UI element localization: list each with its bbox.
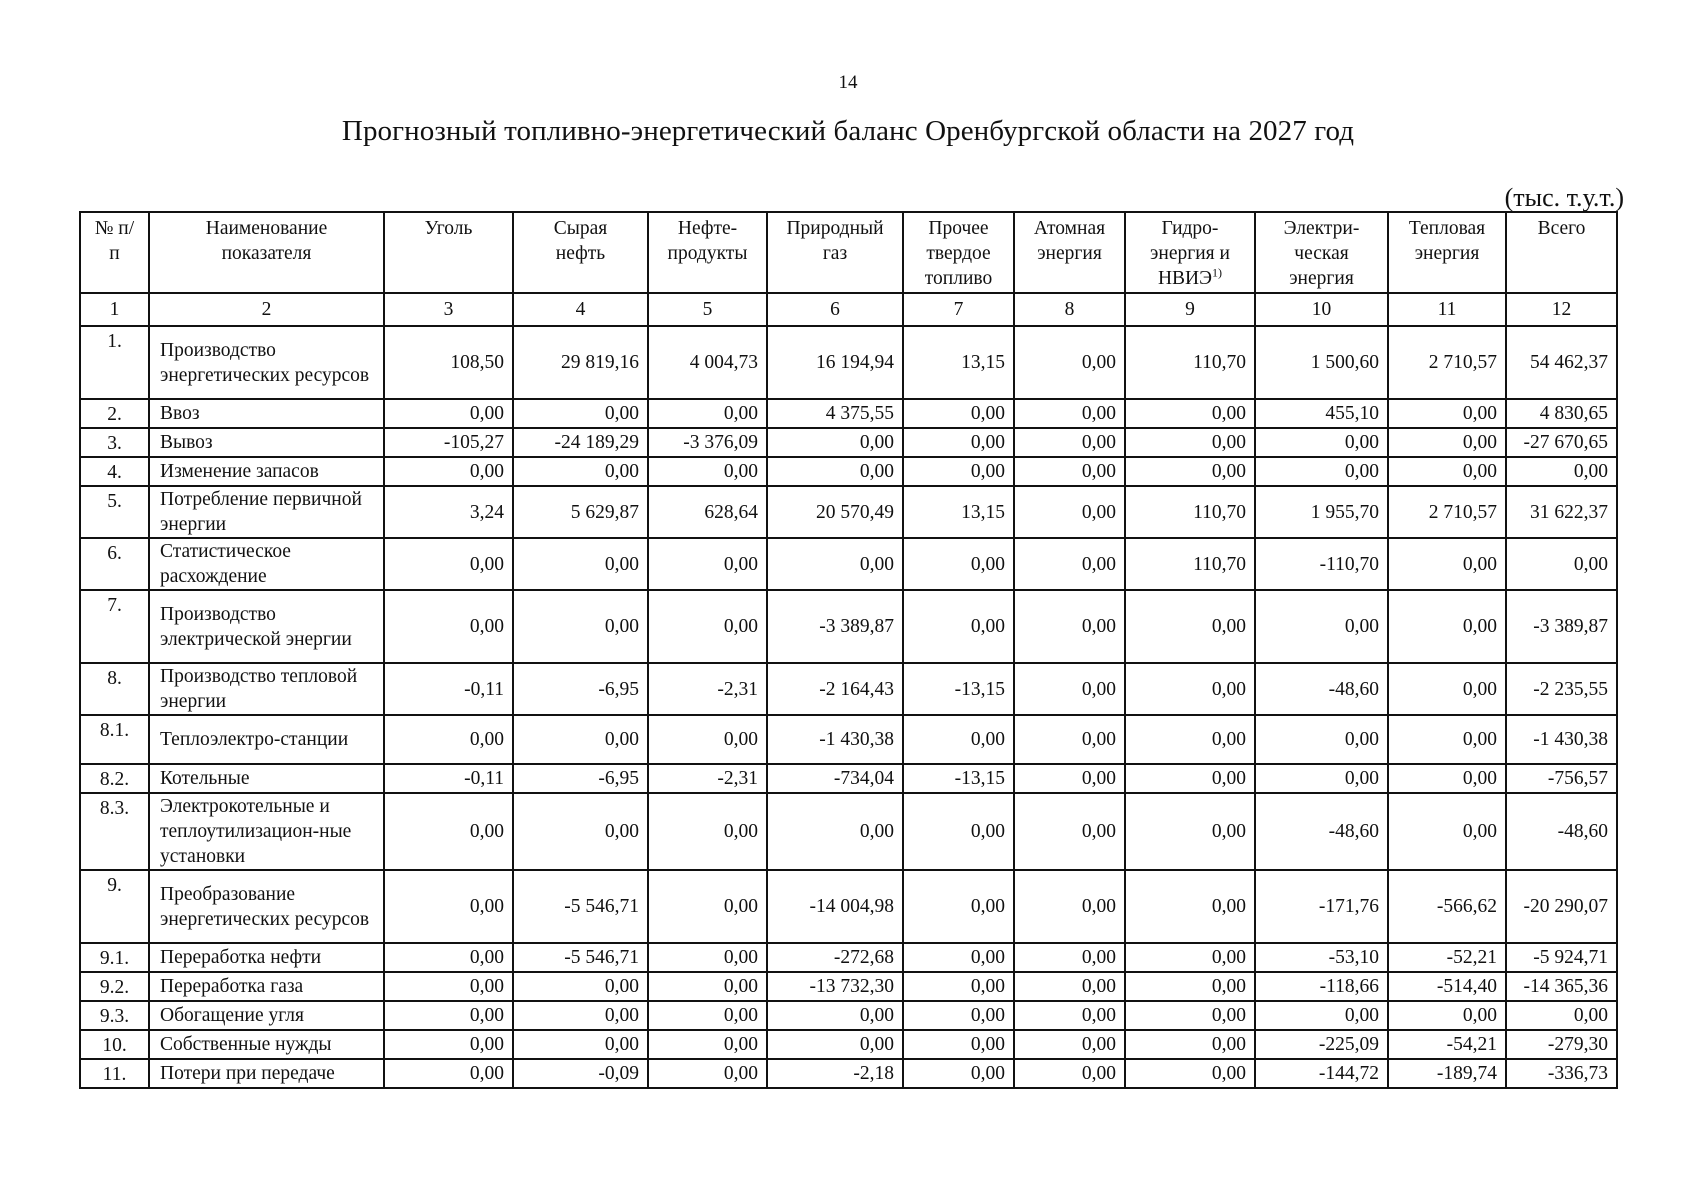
row-indicator-name: Производство электрической энергии [149,590,384,663]
row-number: 8.2. [80,764,149,793]
table-row [80,764,1617,793]
value-cell: 0,00 [1014,972,1125,1001]
value-cell: -48,60 [1506,793,1617,870]
value-cell: -756,57 [1506,764,1617,793]
value-cell: 0,00 [1388,1001,1506,1030]
value-cell: 0,00 [903,972,1014,1001]
table-row [80,715,1617,764]
row-number: 9.1. [80,943,149,972]
value-cell: -14 365,36 [1506,972,1617,1001]
row-number: 6. [80,538,149,590]
value-cell: 1 500,60 [1255,326,1388,399]
value-cell: -5 924,71 [1506,943,1617,972]
value-cell: 2 710,57 [1388,326,1506,399]
row-number: 8.3. [80,793,149,870]
row-indicator-name: Потери при передаче [149,1059,384,1088]
value-cell: -48,60 [1255,663,1388,715]
header-cell-num: № п/п [80,212,149,293]
value-cell: -5 546,71 [513,943,648,972]
column-number-cell: 5 [648,293,767,326]
value-cell: 0,00 [1014,590,1125,663]
value-cell: 0,00 [648,538,767,590]
value-cell: -734,04 [767,764,903,793]
value-cell: 0,00 [1506,457,1617,486]
value-cell: 2 710,57 [1388,486,1506,538]
document-title: Прогнозный топливно-энергетический баланс Оренбургской области на 2027 год [341,115,1355,147]
row-number: 1. [80,326,149,399]
value-cell: 0,00 [1014,457,1125,486]
header-cell-coal: Уголь [384,212,513,293]
value-cell: 29 819,16 [513,326,648,399]
value-cell: 0,00 [1014,1001,1125,1030]
value-cell: 0,00 [1014,1059,1125,1088]
value-cell: -144,72 [1255,1059,1388,1088]
value-cell: 0,00 [1014,870,1125,943]
table-row [80,663,1617,715]
value-cell: 0,00 [1125,1059,1255,1088]
table-row [80,399,1617,428]
value-cell: 0,00 [1388,428,1506,457]
value-cell: -0,11 [384,764,513,793]
value-cell: -272,68 [767,943,903,972]
table-row [80,972,1617,1001]
row-number: 7. [80,590,149,663]
value-cell: -24 189,29 [513,428,648,457]
value-cell: 0,00 [903,1059,1014,1088]
value-cell: 0,00 [513,793,648,870]
value-cell: 0,00 [1125,457,1255,486]
value-cell: -5 546,71 [513,870,648,943]
value-cell: 0,00 [1014,326,1125,399]
value-cell: 0,00 [903,1001,1014,1030]
value-cell: 0,00 [1388,793,1506,870]
header-cell-name: Наименование показателя [149,212,384,293]
value-cell: 0,00 [1014,663,1125,715]
value-cell: -3 389,87 [1506,590,1617,663]
value-cell: 31 622,37 [1506,486,1617,538]
value-cell: 0,00 [513,1001,648,1030]
row-number: 9.3. [80,1001,149,1030]
value-cell: 0,00 [1255,428,1388,457]
value-cell: 0,00 [648,1001,767,1030]
value-cell: 0,00 [384,590,513,663]
value-cell: 0,00 [903,590,1014,663]
value-cell: 0,00 [648,943,767,972]
value-cell: -48,60 [1255,793,1388,870]
row-number: 2. [80,399,149,428]
value-cell: 0,00 [648,972,767,1001]
value-cell: 0,00 [767,428,903,457]
value-cell: 0,00 [1014,428,1125,457]
value-cell: -54,21 [1388,1030,1506,1059]
value-cell: -189,74 [1388,1059,1506,1088]
value-cell: -110,70 [1255,538,1388,590]
energy-balance-table [79,211,1618,1089]
value-cell: 0,00 [1388,538,1506,590]
value-cell: 0,00 [767,457,903,486]
value-cell: 0,00 [1506,1001,1617,1030]
value-cell: -3 389,87 [767,590,903,663]
value-cell: -279,30 [1506,1030,1617,1059]
value-cell: -514,40 [1388,972,1506,1001]
value-cell: 0,00 [513,715,648,764]
row-indicator-name: Собственные нужды [149,1030,384,1059]
row-number: 8. [80,663,149,715]
value-cell: 0,00 [903,715,1014,764]
table-row [80,1001,1617,1030]
header-cell-nuclear: Атомная энергия [1014,212,1125,293]
value-cell: -225,09 [1255,1030,1388,1059]
value-cell: 0,00 [513,399,648,428]
column-number-cell: 9 [1125,293,1255,326]
value-cell: 110,70 [1125,326,1255,399]
page-number: 14 [838,72,858,93]
value-cell: 0,00 [1255,1001,1388,1030]
value-cell: 13,15 [903,326,1014,399]
value-cell: 0,00 [1388,457,1506,486]
value-cell: -2,31 [648,764,767,793]
value-cell: -13 732,30 [767,972,903,1001]
value-cell: 0,00 [1255,715,1388,764]
value-cell: 0,00 [1125,715,1255,764]
value-cell: 0,00 [1125,972,1255,1001]
value-cell: 0,00 [648,715,767,764]
value-cell: 628,64 [648,486,767,538]
value-cell: 0,00 [1388,663,1506,715]
value-cell: 108,50 [384,326,513,399]
row-indicator-name: Котельные [149,764,384,793]
value-cell: -0,09 [513,1059,648,1088]
value-cell: 4 004,73 [648,326,767,399]
value-cell: 0,00 [1388,715,1506,764]
value-cell: 0,00 [1125,943,1255,972]
value-cell: -52,21 [1388,943,1506,972]
value-cell: -2,31 [648,663,767,715]
value-cell: 0,00 [384,715,513,764]
value-cell: 0,00 [384,793,513,870]
value-cell: 0,00 [767,1030,903,1059]
value-cell: 20 570,49 [767,486,903,538]
value-cell: 0,00 [767,538,903,590]
value-cell: -2 235,55 [1506,663,1617,715]
row-indicator-name: Производство тепловой энергии [149,663,384,715]
value-cell: -13,15 [903,764,1014,793]
row-indicator-name: Производство энергетических ресурсов [149,326,384,399]
value-cell: -566,62 [1388,870,1506,943]
row-indicator-name: Потребление первичной энергии [149,486,384,538]
value-cell: 0,00 [1255,764,1388,793]
value-cell: 0,00 [648,399,767,428]
value-cell: 4 375,55 [767,399,903,428]
header-cell-oil-products: Нефте-продукты [648,212,767,293]
table-row [80,590,1617,663]
value-cell: 0,00 [903,793,1014,870]
value-cell: 110,70 [1125,486,1255,538]
value-cell: 0,00 [384,399,513,428]
value-cell: -336,73 [1506,1059,1617,1088]
column-number-cell: 4 [513,293,648,326]
value-cell: 54 462,37 [1506,326,1617,399]
value-cell: 0,00 [1014,1030,1125,1059]
value-cell: 0,00 [903,399,1014,428]
row-indicator-name: Статистическое расхождение [149,538,384,590]
value-cell: 0,00 [513,972,648,1001]
value-cell: 0,00 [1014,486,1125,538]
value-cell: 0,00 [903,538,1014,590]
value-cell: 455,10 [1255,399,1388,428]
value-cell: -0,11 [384,663,513,715]
row-indicator-name: Преобразование энергетических ресурсов [149,870,384,943]
value-cell: 0,00 [1125,590,1255,663]
value-cell: 3,24 [384,486,513,538]
value-cell: 0,00 [1014,943,1125,972]
value-cell: 0,00 [513,1030,648,1059]
table-row [80,1059,1617,1088]
row-number: 8.1. [80,715,149,764]
value-cell: -14 004,98 [767,870,903,943]
table-row [80,486,1617,538]
value-cell: -105,27 [384,428,513,457]
value-cell: -27 670,65 [1506,428,1617,457]
value-cell: 0,00 [648,1059,767,1088]
value-cell: -1 430,38 [767,715,903,764]
value-cell: 0,00 [1125,793,1255,870]
value-cell: 0,00 [648,793,767,870]
value-cell: 5 629,87 [513,486,648,538]
value-cell: 0,00 [1506,538,1617,590]
value-cell: 0,00 [648,590,767,663]
column-number-cell: 1 [80,293,149,326]
value-cell: 0,00 [384,1001,513,1030]
value-cell: 0,00 [903,1030,1014,1059]
header-cell-heat: Тепловая энергия [1388,212,1506,293]
value-cell: 0,00 [1255,457,1388,486]
row-indicator-name: Электрокотельные и теплоутилизацион-ные установки [149,793,384,870]
value-cell: 0,00 [648,1030,767,1059]
value-cell: 0,00 [1255,590,1388,663]
column-number-cell: 6 [767,293,903,326]
value-cell: -2 164,43 [767,663,903,715]
table-row [80,538,1617,590]
table-row [80,326,1617,399]
value-cell: 13,15 [903,486,1014,538]
row-indicator-name: Переработка газа [149,972,384,1001]
column-number-cell: 2 [149,293,384,326]
value-cell: 0,00 [1014,715,1125,764]
row-indicator-name: Ввоз [149,399,384,428]
row-indicator-name: Переработка нефти [149,943,384,972]
value-cell: 4 830,65 [1506,399,1617,428]
row-number: 11. [80,1059,149,1088]
value-cell: 0,00 [767,1001,903,1030]
value-cell: 0,00 [1125,1001,1255,1030]
value-cell: 0,00 [1014,399,1125,428]
value-cell: 0,00 [384,538,513,590]
header-cell-crude-oil: Сырая нефть [513,212,648,293]
header-cell-natural-gas: Природный газ [767,212,903,293]
value-cell: -13,15 [903,663,1014,715]
value-cell: 0,00 [903,457,1014,486]
value-cell: 0,00 [767,793,903,870]
value-cell: 0,00 [384,972,513,1001]
value-cell: 0,00 [1014,538,1125,590]
value-cell: 0,00 [903,428,1014,457]
value-cell: 0,00 [1388,399,1506,428]
row-indicator-name: Теплоэлектро-станции [149,715,384,764]
value-cell: -20 290,07 [1506,870,1617,943]
column-number-cell: 10 [1255,293,1388,326]
value-cell: 0,00 [648,870,767,943]
value-cell: 0,00 [903,943,1014,972]
table-row [80,1030,1617,1059]
value-cell: -6,95 [513,764,648,793]
row-number: 4. [80,457,149,486]
value-cell: 0,00 [1125,764,1255,793]
value-cell: 0,00 [1125,663,1255,715]
value-cell: 0,00 [513,457,648,486]
row-number: 9.2. [80,972,149,1001]
units-label: (тыс. т.у.т.) [1504,183,1624,212]
table-row [80,943,1617,972]
value-cell: 0,00 [1125,428,1255,457]
value-cell: 0,00 [513,590,648,663]
column-numbers-row [80,293,1617,326]
value-cell: 0,00 [1125,399,1255,428]
value-cell: 110,70 [1125,538,1255,590]
row-indicator-name: Вывоз [149,428,384,457]
value-cell: -2,18 [767,1059,903,1088]
row-number: 10. [80,1030,149,1059]
value-cell: 0,00 [903,870,1014,943]
table-row [80,870,1617,943]
value-cell: 0,00 [384,1059,513,1088]
value-cell: 0,00 [1388,764,1506,793]
value-cell: 0,00 [648,457,767,486]
column-number-cell: 3 [384,293,513,326]
header-cell-electricity: Электри-ческая энергия [1255,212,1388,293]
header-cell-other-solid-fuel: Прочее твердое топливо [903,212,1014,293]
column-number-cell: 7 [903,293,1014,326]
row-number: 9. [80,870,149,943]
value-cell: -3 376,09 [648,428,767,457]
header-cell-hydro: Гидро-энергия и НВИЭ$^{1)}$ [1125,212,1255,293]
value-cell: -53,10 [1255,943,1388,972]
header-cell-total: Всего [1506,212,1617,293]
footnote-mark: 1) [1212,265,1223,280]
column-number-cell: 11 [1388,293,1506,326]
value-cell: 0,00 [1388,590,1506,663]
table-row [80,428,1617,457]
value-cell: 0,00 [384,1030,513,1059]
value-cell: 0,00 [384,457,513,486]
table-row [80,793,1617,870]
row-number: 3. [80,428,149,457]
row-indicator-name: Обогащение угля [149,1001,384,1030]
row-indicator-name: Изменение запасов [149,457,384,486]
value-cell: 0,00 [1125,1030,1255,1059]
value-cell: 0,00 [513,538,648,590]
value-cell: 0,00 [384,870,513,943]
value-cell: 16 194,94 [767,326,903,399]
row-number: 5. [80,486,149,538]
value-cell: 1 955,70 [1255,486,1388,538]
value-cell: -6,95 [513,663,648,715]
header-row [80,212,1617,293]
table-row [80,457,1617,486]
column-number-cell: 8 [1014,293,1125,326]
column-number-cell: 12 [1506,293,1617,326]
value-cell: -171,76 [1255,870,1388,943]
value-cell: 0,00 [1125,870,1255,943]
value-cell: 0,00 [1014,764,1125,793]
value-cell: 0,00 [1014,793,1125,870]
value-cell: -118,66 [1255,972,1388,1001]
value-cell: 0,00 [384,943,513,972]
value-cell: -1 430,38 [1506,715,1617,764]
